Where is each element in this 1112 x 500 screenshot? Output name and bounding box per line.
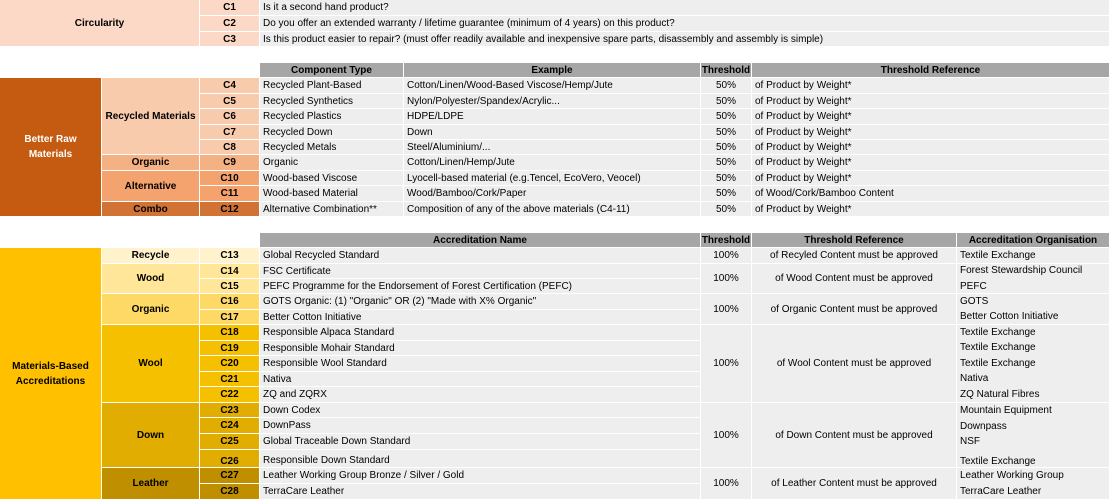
component-c10: Wood-based Viscose [260, 171, 404, 186]
example-c11: Wood/Bamboo/Cork/Paper [404, 186, 701, 202]
reference-organic: of Organic Content must be approved [752, 294, 957, 325]
group-organic-acc-label: Organic [131, 303, 170, 315]
accreditation-name-c19: Responsible Mohair Standard [260, 341, 701, 356]
example-c10: Lyocell-based material (e.g.Tencel, EcoVero, Veocel) [404, 171, 701, 186]
code-c11: C11 [200, 186, 260, 202]
organisation-c23: Mountain Equipment [960, 405, 1052, 416]
code-c21: C21 [200, 372, 260, 387]
accreditation-name-c15: PEFC Programme for the Endorsement of Forest Certification (PEFC) [260, 279, 701, 294]
organisation-c20: Textile Exchange [960, 357, 1036, 369]
accreditation-name-c18: Responsible Alpaca Standard [260, 325, 701, 341]
reference-c12: of Product by Weight* [752, 202, 1110, 217]
code-c17: C17 [200, 310, 260, 325]
organisation-c17: Better Cotton Initiative [960, 311, 1059, 322]
threshold-wool: 100% [701, 325, 752, 403]
reference-c11: of Wood/Cork/Bamboo Content [752, 186, 1110, 202]
group-recycled-materials [102, 78, 200, 155]
circularity-section [0, 0, 200, 47]
code-c15: C15 [200, 279, 260, 294]
header-example: Example [404, 63, 701, 78]
component-c9: Organic [260, 155, 404, 171]
header-threshold-reference-acc: Threshold Reference [752, 233, 957, 248]
threshold-recycle: 100% [701, 248, 752, 264]
group-down [102, 403, 200, 468]
group-recycled-label: Recycled Materials [105, 110, 196, 122]
code-c18: C18 [200, 325, 260, 341]
threshold-c12: 50% [701, 202, 752, 217]
reference-c7: of Product by Weight* [752, 125, 1110, 140]
accreditation-name-c13: Global Recycled Standard [260, 248, 701, 264]
code-c3: C3 [200, 32, 260, 47]
component-c4: Recycled Plant-Based [260, 78, 404, 94]
group-recycle [102, 248, 200, 264]
group-combo-label: Combo [133, 203, 168, 215]
example-c8: Steel/Aluminium/... [404, 140, 701, 155]
threshold-c5: 50% [701, 94, 752, 109]
group-combo [102, 202, 200, 217]
better-raw-label-line1: Better Raw [24, 134, 77, 145]
reference-c5: of Product by Weight* [752, 94, 1110, 109]
code-c5: C5 [200, 94, 260, 109]
code-c19: C19 [200, 341, 260, 356]
component-c12: Alternative Combination** [260, 202, 404, 217]
example-c4: Cotton/Linen/Wood-Based Viscose/Hemp/Jute [404, 78, 701, 94]
organisation-c18: Textile Exchange [960, 326, 1036, 338]
code-c14: C14 [200, 264, 260, 279]
reference-c8: of Product by Weight* [752, 140, 1110, 155]
organisation-leather-block [957, 468, 1110, 500]
threshold-c6: 50% [701, 109, 752, 125]
code-c20: C20 [200, 356, 260, 372]
code-c27: C27 [200, 468, 260, 484]
code-c22: C22 [200, 387, 260, 403]
reference-wool: of Wool Content must be approved [752, 325, 957, 403]
threshold-organic: 100% [701, 294, 752, 325]
accreditations-label-line1: Materials-Based [12, 360, 89, 372]
code-c1: C1 [200, 0, 260, 16]
organisation-c13: Textile Exchange [957, 248, 1110, 264]
code-c28: C28 [200, 484, 260, 500]
component-c5: Recycled Synthetics [260, 94, 404, 109]
reference-down: of Down Content must be approved [752, 403, 957, 468]
group-wood-label: Wood [136, 273, 165, 284]
code-c26: C26 [200, 450, 260, 468]
circularity-question-c2: Do you offer an extended warranty / lifetime guarantee (minimum of 4 years) on this product? [260, 16, 1110, 32]
accreditation-name-c22: ZQ and ZQRX [260, 387, 701, 403]
code-c9: C9 [200, 155, 260, 171]
organisation-c19: Textile Exchange [960, 342, 1036, 354]
organisation-organic-block [957, 294, 1110, 325]
organisation-c28: TerraCare Leather [960, 485, 1042, 497]
reference-recycle: of Recyled Content must be approved [752, 248, 957, 264]
threshold-c7: 50% [701, 125, 752, 140]
organisation-c22: ZQ Natural Fibres [960, 388, 1040, 400]
circularity-title: Circularity [74, 17, 125, 29]
accreditation-name-c17: Better Cotton Initiative [260, 310, 701, 325]
header-component-type: Component Type [260, 63, 404, 78]
organisation-c21: Nativa [960, 373, 989, 385]
group-alternative-label: Alternative [124, 180, 177, 192]
component-c6: Recycled Plastics [260, 109, 404, 125]
code-c8: C8 [200, 140, 260, 155]
organisation-c26: Textile Exchange [960, 455, 1036, 467]
threshold-c8: 50% [701, 140, 752, 155]
reference-wood: of Wood Content must be approved [752, 264, 957, 294]
example-c12: Composition of any of the above materials (C4-11) [404, 202, 701, 217]
code-c7: C7 [200, 125, 260, 140]
header-threshold-reference-raw: Threshold Reference [752, 63, 1110, 78]
accreditation-name-c23: Down Codex [260, 403, 701, 418]
group-leather-label: Leather [132, 478, 169, 489]
example-c5: Nylon/Polyester/Spandex/Acrylic... [404, 94, 701, 109]
organisation-c27: Leather Working Group [960, 470, 1064, 481]
accreditation-name-c16: GOTS Organic: (1) "Organic" OR (2) "Made with X% Organic" [260, 294, 701, 310]
group-organic-raw [102, 155, 200, 171]
code-c23: C23 [200, 403, 260, 418]
group-organic-raw-label: Organic [131, 157, 170, 168]
accreditation-name-c27: Leather Working Group Bronze / Silver / Gold [260, 468, 701, 484]
code-c2: C2 [200, 16, 260, 32]
organisation-wood-block [957, 264, 1110, 294]
group-alternative [102, 171, 200, 202]
example-c9: Cotton/Linen/Hemp/Jute [404, 155, 701, 171]
accreditation-name-c14: FSC Certificate [260, 264, 701, 279]
example-c7: Down [404, 125, 701, 140]
header-threshold-raw: Threshold [701, 63, 752, 78]
reference-c4: of Product by Weight* [752, 78, 1110, 94]
reference-c9: of Product by Weight* [752, 155, 1110, 171]
threshold-down: 100% [701, 403, 752, 468]
reference-leather: of Leather Content must be approved [752, 468, 957, 500]
accreditations-label-line2: Accreditations [15, 375, 86, 387]
accreditation-name-c28: TerraCare Leather [260, 484, 701, 500]
threshold-c9: 50% [701, 155, 752, 171]
component-c8: Recycled Metals [260, 140, 404, 155]
code-c6: C6 [200, 109, 260, 125]
code-c13: C13 [200, 248, 260, 264]
accreditation-name-c20: Responsible Wool Standard [260, 356, 701, 372]
reference-c6: of Product by Weight* [752, 109, 1110, 125]
organisation-c15: PEFC [960, 280, 987, 292]
accreditation-name-c25: Global Traceable Down Standard [260, 434, 701, 450]
component-c7: Recycled Down [260, 125, 404, 140]
code-c10: C10 [200, 171, 260, 186]
organisation-c24: Downpass [960, 420, 1007, 432]
group-organic-acc [102, 294, 200, 325]
organisation-c25: NSF [960, 436, 980, 447]
threshold-c4: 50% [701, 78, 752, 94]
header-accreditation-name: Accreditation Name [260, 233, 701, 248]
group-recycle-label: Recycle [131, 250, 170, 261]
organisation-c16: GOTS [960, 295, 989, 307]
group-wood [102, 264, 200, 294]
accreditations-section [0, 248, 102, 500]
accreditation-name-c21: Nativa [260, 372, 701, 387]
organisation-c14: Forest Stewardship Council [960, 265, 1083, 276]
threshold-wood: 100% [701, 264, 752, 294]
component-c11: Wood-based Material [260, 186, 404, 202]
better-raw-materials-section [0, 78, 102, 217]
accreditation-name-c26: Responsible Down Standard [260, 450, 701, 468]
threshold-leather: 100% [701, 468, 752, 500]
threshold-c10: 50% [701, 171, 752, 186]
example-c6: HDPE/LDPE [404, 109, 701, 125]
accreditation-name-c24: DownPass [260, 418, 701, 434]
code-c25: C25 [200, 434, 260, 450]
group-wool [102, 325, 200, 403]
code-c4: C4 [200, 78, 260, 94]
threshold-c11: 50% [701, 186, 752, 202]
group-leather [102, 468, 200, 500]
header-accreditation-organisation: Accreditation Organisation [957, 233, 1110, 248]
reference-c10: of Product by Weight* [752, 171, 1110, 186]
organisation-down-block [957, 403, 1110, 468]
organisation-wool-block [957, 325, 1110, 403]
better-raw-label-line2: Materials [28, 149, 73, 160]
group-wool-label: Wool [138, 358, 163, 369]
circularity-question-c1: Is it a second hand product? [260, 0, 1110, 16]
header-threshold-acc: Threshold [701, 233, 752, 248]
code-c12: C12 [200, 202, 260, 217]
code-c16: C16 [200, 294, 260, 310]
circularity-question-c3: Is this product easier to repair? (must offer readily available and inexpensive spare parts, disassembly and assembly is simple) [260, 32, 1110, 47]
group-down-label: Down [136, 429, 165, 441]
code-c24: C24 [200, 418, 260, 434]
